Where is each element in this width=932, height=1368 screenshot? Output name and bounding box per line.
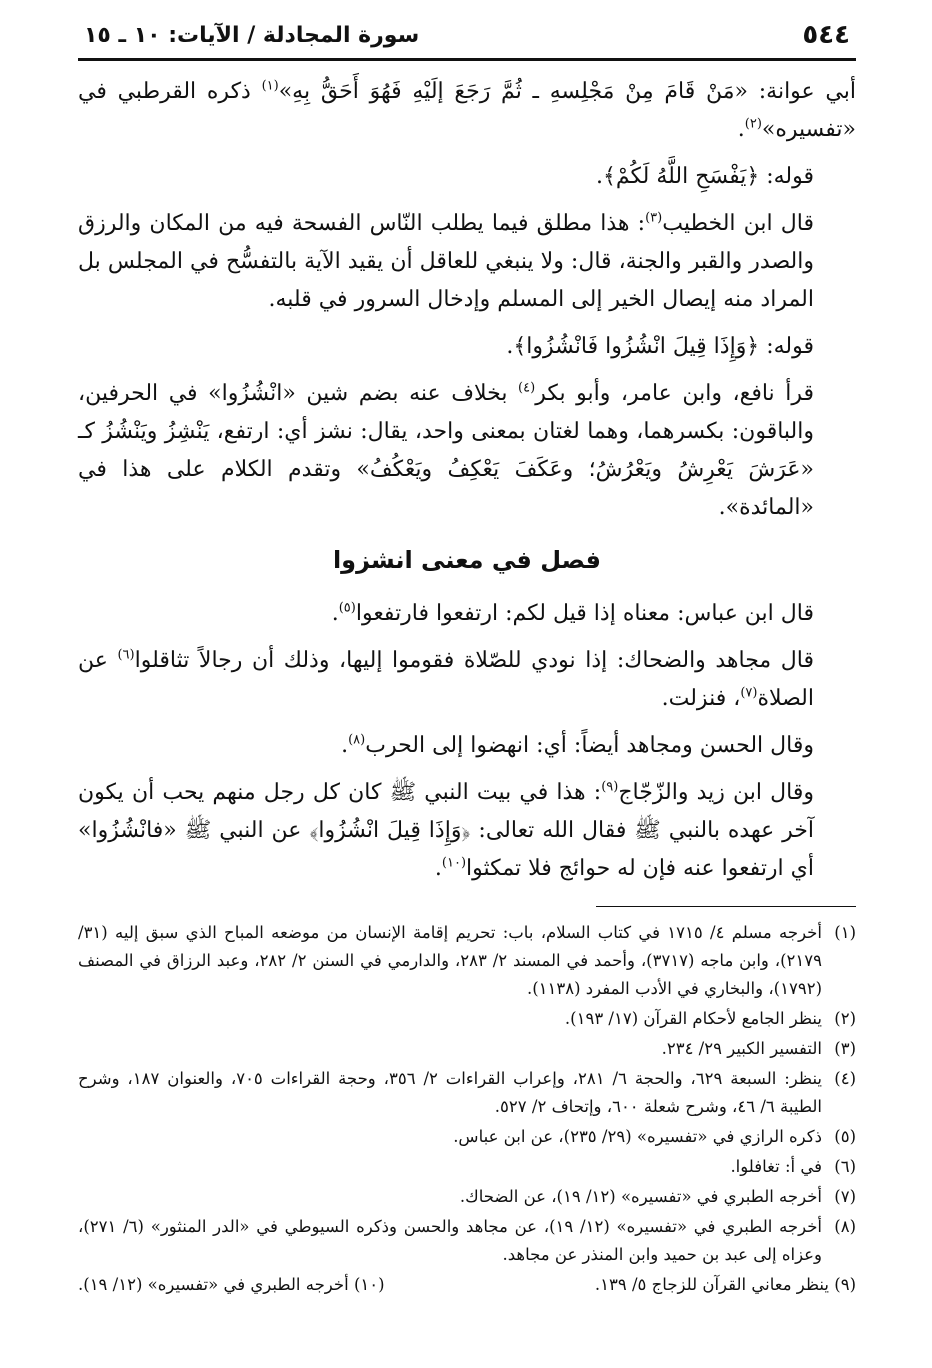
paragraph-text: قوله: ﴿يَفْسَحِ اللَّهُ لَكُمْ﴾. (595, 164, 814, 189)
paragraph-text: . (331, 601, 339, 626)
footnote-ref: (٢) (744, 116, 762, 132)
footnote-ref: (٤) (518, 380, 536, 396)
footnote-number: (٦) (834, 1157, 856, 1176)
paragraph (78, 73, 856, 149)
paragraph (78, 158, 856, 196)
footnote-item (78, 1123, 856, 1151)
paragraph (78, 727, 856, 765)
footnote-number: (١) (834, 923, 856, 942)
paragraph-text: وقال الحسن ومجاهد أيضاً: أي: انهضوا إلى الحرب (365, 733, 814, 758)
paragraph (78, 595, 856, 633)
paragraph-text: : هذا في بيت النبي ﷺ كان كل رجل منهم يحب أن يكون آخر عهده بالنبي ﷺ فقال الله تعالى: ﴿وَإِذَا قِيلَ انْشُزُوا﴾ عن النبي ﷺ «فانْشُزُوا» أي ارتفعوا عنه فإن له حوائج فلا تمكثوا (78, 780, 814, 881)
footnote-item (78, 1035, 856, 1063)
paragraph (78, 205, 856, 319)
footnote-ref: (٧) (740, 685, 758, 701)
main-text (78, 73, 856, 888)
paragraph-text: قال مجاهد والضحاك: إذا نودي للصّلاة فقوموا إليها، وذلك أن رجالاً تثاقلوا (134, 648, 814, 673)
page-number: ٥٤٤ (802, 20, 850, 50)
paragraph-text: ، فنزلت. (661, 686, 741, 711)
paragraph-text: قال ابن عباس: معناه إذا قيل لكم: ارتفعوا فارتفعوا (355, 601, 814, 626)
footnote-text: ينظر: السبعة ٦٢٩، والحجة ٦/ ٢٨١، وإعراب القراءات ٢/ ٣٥٦، وحجة القراءات ٧٠٥، والعنوان ١٨٧، وشرح الطيبة ٦/ ٤٦، وشرح شعلة ٦٠٠، وإتحاف ٢/ ٥٢٧. (78, 1069, 823, 1116)
paragraph (78, 642, 856, 718)
footnote-number: (٨) (834, 1217, 856, 1236)
footnote-text: أخرجه مسلم ٤/ ١٧١٥ في كتاب السلام، باب: تحريم إقامة الإنسان من موضعه المباح الذي سبق إليه (٣١/ ٢١٧٩)، وابن ماجه (٣٧١٧)، وأحمد في المسند ٢/ ٢٨٣، والدارمي في السنن ٢/ ٢٨٢، وعبد الرزاق في المصنف (١٧٩٢)، والبخاري في الأدب المفرد (١١٣٨). (78, 923, 822, 998)
paragraph-text: بخلاف عنه بضم شين «انْشُزُوا» في الحرفين، والباقون: بكسرهما، وهما لغتان بمعنى واحد، يقال: نشز أي: ارتفع، يَنْشِزُ ويَنْشُزُ كـ «عَرَشَ يَعْرِشُ ويَعْرُشُ؛ وعَكَفَ يَعْكِفُ ويَعْكُفُ» وتقدم الكلام على هذا في «المائدة». (78, 381, 814, 520)
footnote-ref: (١) (261, 78, 279, 94)
footnote-number: (٣) (834, 1039, 856, 1058)
footnote-item (78, 1183, 856, 1211)
footnote-number: (١٠) (353, 1275, 385, 1294)
footnote-text: ينظر معاني القرآن للزجاج ٥/ ١٣٩. (594, 1275, 829, 1294)
footnote-number: (٧) (834, 1187, 856, 1206)
paragraph-text: . (341, 733, 349, 758)
paragraph-text: . (737, 117, 745, 142)
footnote-ref: (٥) (338, 600, 356, 616)
paragraph-text: قوله: ﴿وَإِذَا قِيلَ انْشُزُوا فَانْشُزُوا﴾. (506, 334, 814, 359)
footnote-text: التفسير الكبير ٢٩/ ٢٣٤. (661, 1039, 822, 1058)
footnote-text: ذكره الرازي في «تفسيره» (٢٩/ ٢٣٥)، عن ابن عباس. (453, 1127, 822, 1146)
paragraph-text: قال ابن الخطيب (662, 211, 814, 236)
footnote-10 (78, 1271, 385, 1299)
footnote-number: (٤) (834, 1069, 856, 1088)
paragraph-text: وقال ابن زيد والزّجّاج (618, 780, 814, 805)
footnote-item (78, 1153, 856, 1181)
paragraph (78, 774, 856, 888)
footnote-ref: (١٠) (441, 855, 467, 871)
footnote-ref: (٦) (117, 647, 135, 663)
footnote-number: (٩) (834, 1275, 856, 1294)
footnote-divider (596, 906, 856, 907)
footnote-item (78, 919, 856, 1003)
paragraph-text: : هذا مطلق فيما يطلب النّاس الفسحة فيه من المكان والرزق والصدر والقبر والجنة، قال: ولا ينبغي للعاقل أن يقيد الآية بالتفسُّح في المجلس بل المراد منه إيصال الخير إلى المسلم وإدخال السرور في قلبه. (78, 211, 814, 312)
footnote-9 (595, 1271, 856, 1299)
footnote-item (78, 1065, 856, 1121)
paragraph (78, 328, 856, 366)
footnote-text: أخرجه الطبري في «تفسيره» (١٢/ ١٩)، عن الضحاك. (459, 1187, 822, 1206)
footnotes (78, 919, 856, 1299)
footnote-item (78, 1271, 856, 1299)
footnote-number: (٥) (834, 1127, 856, 1146)
footnote-ref: (٨) (348, 732, 366, 748)
paragraph-text: أبي عوانة: «مَنْ قَامَ مِنْ مَجْلِسهِ ـ ثُمَّ رَجَعَ إلَيْهِ فَهُوَ أَحَقُّ بِهِ» (278, 79, 856, 104)
paragraph-text: قرأ نافع، وابن عامر، وأبو بكر (535, 381, 814, 406)
footnote-ref: (٣) (645, 210, 663, 226)
book-page (78, 18, 856, 1299)
paragraph-text: ذكره القرطبي في «تفسيره» (78, 79, 856, 142)
running-title: سورة المجادلة / الآيات: ١٠ ـ ١٥ (84, 22, 420, 48)
footnote-ref: (٩) (601, 779, 619, 795)
footnote-text: في أ: تغافلوا. (730, 1157, 822, 1176)
paragraph (78, 375, 856, 527)
section-title: فصل في معنى انشزوا (332, 546, 602, 574)
paragraph-text: عن الصلاة (78, 648, 814, 711)
footnote-text: أخرجه الطبري في «تفسيره» (١٢/ ١٩). (78, 1275, 349, 1294)
page-header (78, 18, 856, 61)
footnote-number: (٢) (834, 1009, 856, 1028)
paragraph-text: . (434, 856, 442, 881)
footnote-item (78, 1213, 856, 1269)
footnote-text: أخرجه الطبري في «تفسيره» (١٢/ ١٩)، عن مجاهد والحسن وذكره السيوطي في «الدر المنثور» (٦/ ٢٧١)، وعزاه إلى عبد بن حميد وابن المنذر عن مجاهد. (78, 1217, 823, 1264)
footnote-item (78, 1005, 856, 1033)
footnote-text: ينظر الجامع لأحكام القرآن (١٧/ ١٩٣). (564, 1009, 822, 1028)
